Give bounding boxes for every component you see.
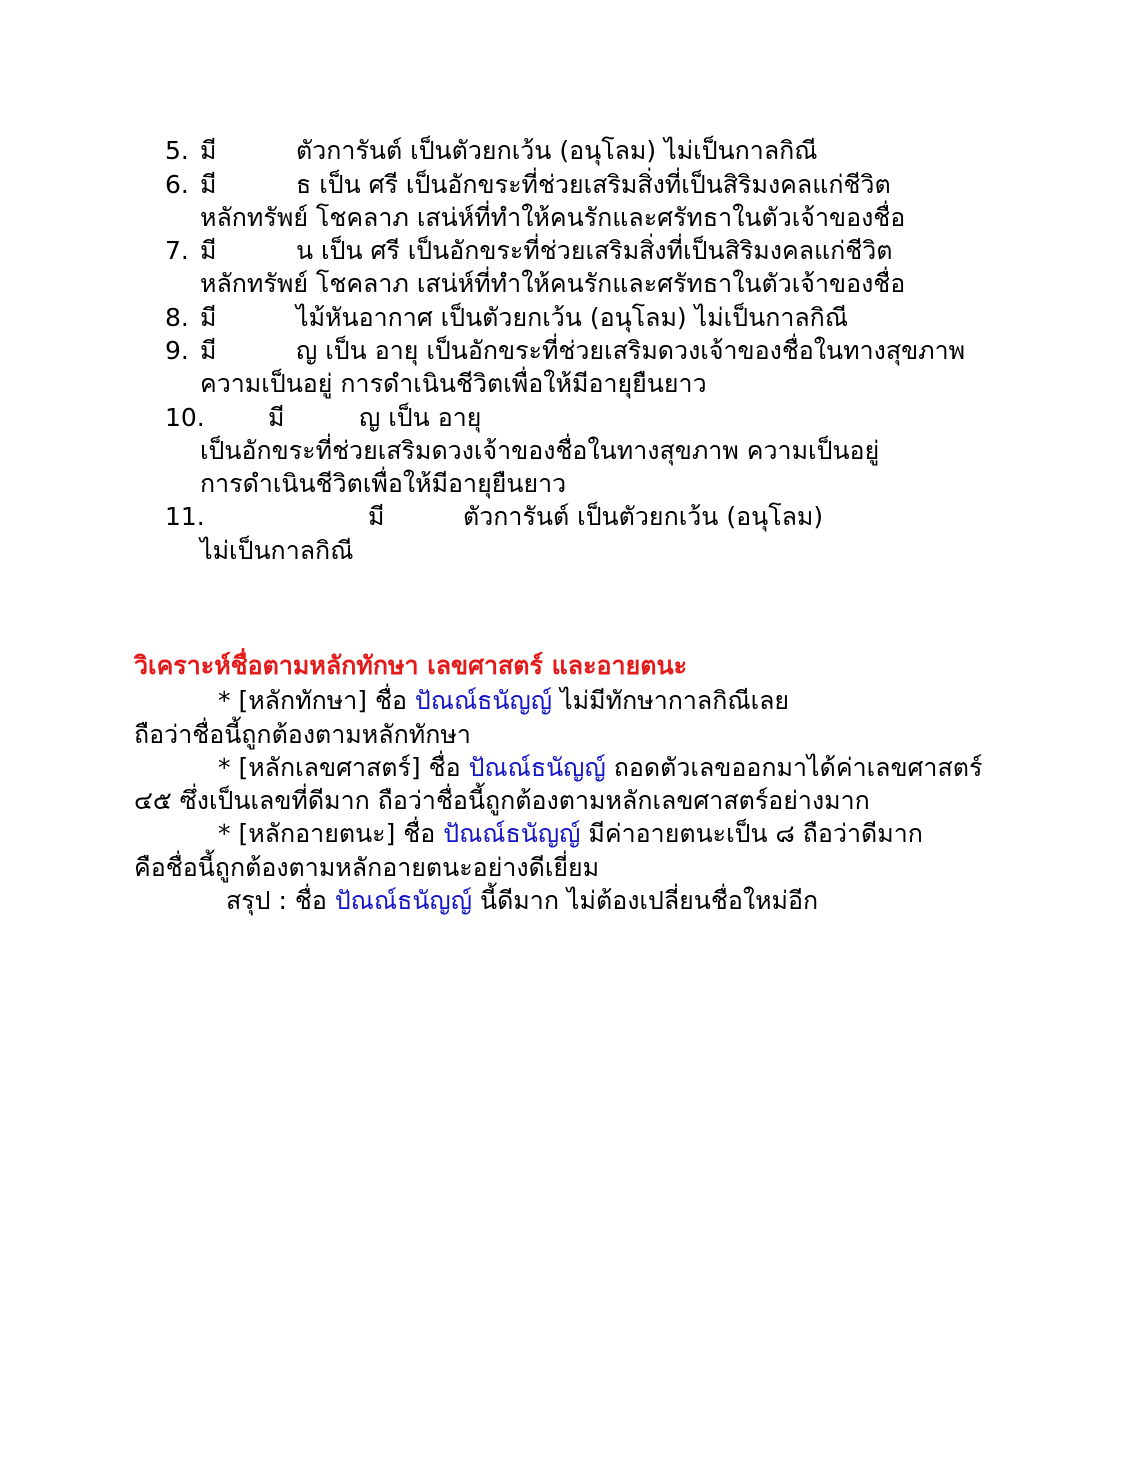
list-text-continued: เป็นอักขระที่ช่วยเสริมดวงเจ้าของชื่อในทางสุขภาพ ความเป็นอยู่ [200, 436, 880, 465]
list-text-continued: หลักทรัพย์ โชคลาภ เสน่ห์ที่ทำให้คนรักและศรัทธาในตัวเจ้าของชื่อ [200, 203, 906, 232]
list-word: มี [200, 136, 217, 165]
analyzed-name: ปัณณ์ธนัญญ์ [334, 886, 473, 915]
list-word: มี [200, 336, 217, 365]
list-text: ญ เป็น อายุ [359, 403, 482, 432]
paragraph-line: คือชื่อนี้ถูกต้องตามหลักอายตนะอย่างดีเยี่ยม [134, 853, 600, 882]
analyzed-name: ปัณณ์ธนัญญ์ [414, 686, 553, 715]
list-text-continued: ความเป็นอยู่ การดำเนินชีวิตเพื่อให้มีอายุยืนยาว [200, 369, 707, 398]
list-text-continued: หลักทรัพย์ โชคลาภ เสน่ห์ที่ทำให้คนรักและศรัทธาในตัวเจ้าของชื่อ [200, 269, 906, 298]
list-number: 11. [165, 502, 205, 531]
list-text-continued: การดำเนินชีวิตเพื่อให้มีอายุยืนยาว [200, 469, 567, 498]
list-number: 5. [165, 136, 189, 165]
paragraph-suffix: มีค่าอายตนะเป็น ๘ ถือว่าดีมาก [588, 819, 923, 848]
list-word: มี [200, 236, 217, 265]
analysis-heading: วิเคราะห์ชื่อตามหลักทักษา เลขศาสตร์ และอายตนะ [134, 651, 687, 680]
paragraph-line: ๔๕ ซึ่งเป็นเลขที่ดีมาก ถือว่าชื่อนี้ถูกต้องตามหลักเลขศาสตร์อย่างมาก [134, 786, 870, 815]
analysis-paragraph [218, 751, 982, 785]
paragraph-prefix: * [หลักเลขศาสตร์] ชื่อ [218, 753, 461, 782]
summary-suffix: นี้ดีมาก ไม่ต้องเปลี่ยนชื่อใหม่อีก [479, 886, 819, 915]
list-text: ตัวการันต์ เป็นตัวยกเว้น (อนุโลม) [463, 502, 824, 531]
list-text-continued: ไม่เป็นกาลกิณี [200, 536, 354, 565]
list-text: ตัวการันต์ เป็นตัวยกเว้น (อนุโลม) ไม่เป็นกาลกิณี [296, 136, 818, 165]
paragraph-suffix: ถอดตัวเลขออกมาได้ค่าเลขศาสตร์ [613, 753, 983, 782]
list-text: ธ เป็น ศรี เป็นอักขระที่ช่วยเสริมสิ่งที่เป็นสิริมงคลแก่ชีวิต [296, 170, 891, 199]
list-number: 8. [165, 303, 189, 332]
list-word: มี [200, 303, 217, 332]
list-number: 6. [165, 170, 189, 199]
list-text: น เป็น ศรี เป็นอักขระที่ช่วยเสริมสิ่งที่เป็นสิริมงคลแก่ชีวิต [296, 236, 893, 265]
paragraph-suffix: ไม่มีทักษากาลกิณีเลย [560, 686, 790, 715]
summary-prefix: สรุป : ชื่อ [226, 886, 327, 915]
analyzed-name: ปัณณ์ธนัญญ์ [468, 753, 606, 782]
list-text: ญ เป็น อายุ เป็นอักขระที่ช่วยเสริมดวงเจ้าของชื่อในทางสุขภาพ [296, 336, 966, 365]
analyzed-name: ปัณณ์ธนัญญ์ [443, 819, 581, 848]
list-number: 7. [165, 236, 189, 265]
list-word: มี [268, 403, 285, 432]
list-number: 9. [165, 336, 189, 365]
paragraph-line: ถือว่าชื่อนี้ถูกต้องตามหลักทักษา [134, 720, 471, 749]
list-text: ไม้หันอากาศ เป็นตัวยกเว้น (อนุโลม) ไม่เป็นกาลกิณี [296, 303, 849, 332]
list-word: มี [200, 170, 217, 199]
summary-line [226, 884, 818, 918]
analysis-paragraph [218, 684, 789, 718]
paragraph-prefix: * [หลักทักษา] ชื่อ [218, 686, 407, 715]
list-number: 10. [165, 403, 205, 432]
analysis-paragraph [218, 817, 923, 851]
list-word: มี [368, 502, 385, 531]
paragraph-prefix: * [หลักอายตนะ] ชื่อ [218, 819, 436, 848]
